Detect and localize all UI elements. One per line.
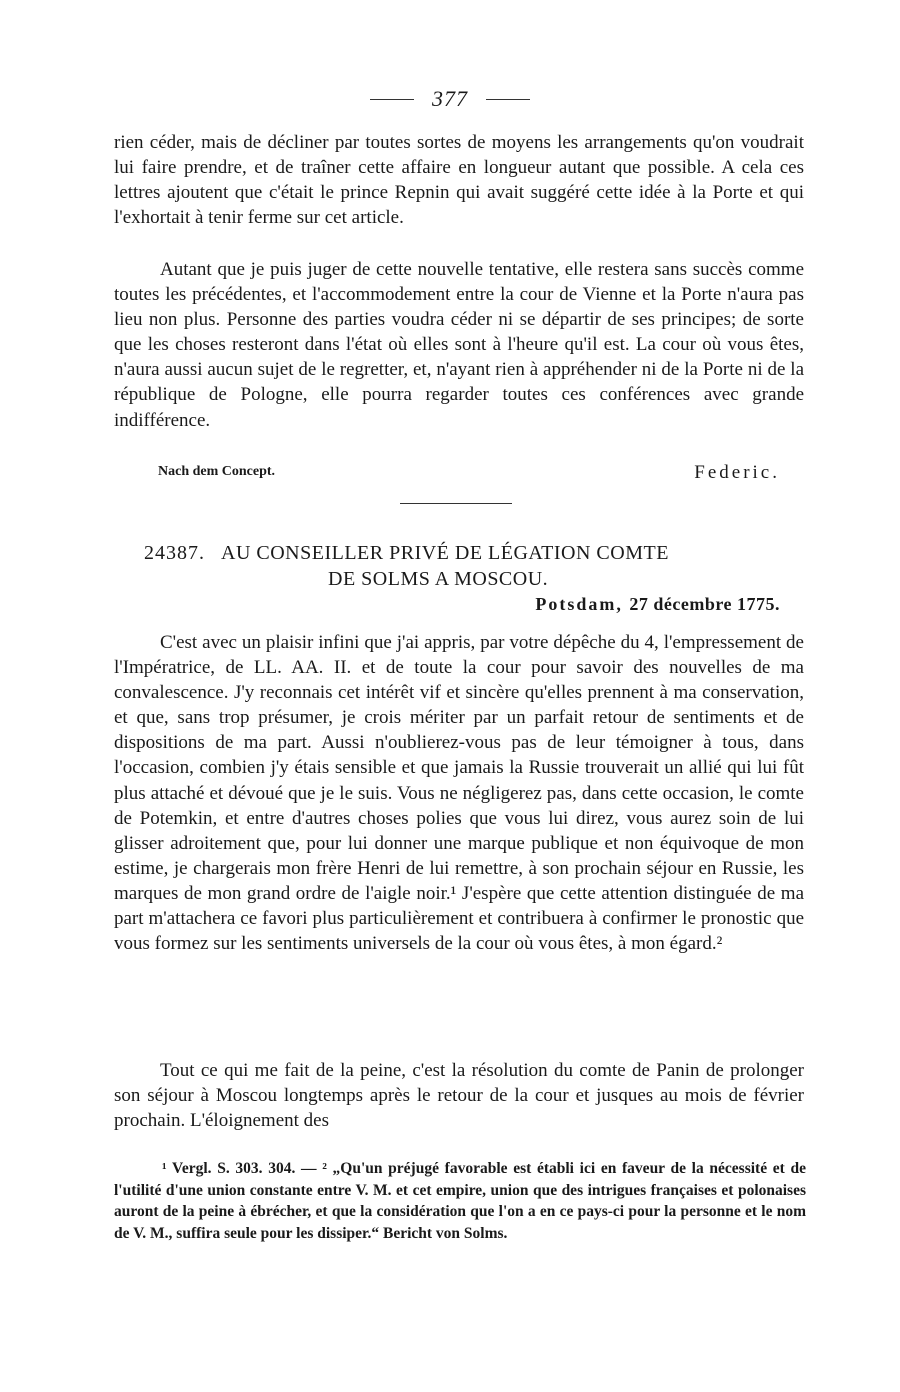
dateline-place: Potsdam, — [535, 594, 623, 614]
section-separator — [400, 503, 512, 504]
continued-paragraph: rien céder, mais de décliner par toutes sortes de moyens les arrangements qu'on voudrait lui faire prendre, et de traîner cette affaire en longueur autant que possible. A cela ces lettres ajoutent que c'était le prince Repnin qui avait suggéré cette idée à la Porte et qui l'exhortait à tenir ferme sur cet article. — [114, 132, 804, 229]
dateline — [535, 594, 780, 615]
letter-heading-line-1 — [144, 540, 669, 566]
letter-paragraph-1: C'est avec un plaisir infini que j'ai appris, par votre dépêche du 4, l'empressement de l'Impératrice, de LL. AA. II. et de toute la cour pour savoir des nouvelles de ma convalescence. J'y reconnais cet intérêt vif et sincère qu'elles prennent à ma conservation, et que, sans trop présumer, je crois mériter par un parfait retour de sentiments et de dispositions de ma part. Aussi n'oublierez-vous pas de leur témoigner à tous, dans l'occasion, combien j'y étais sensible et que jamais la Russie trouverait un allié qui lui fût plus attaché et dévoué que je le suis. Vous ne négligerez pas, dans cette occasion, le comte de Potemkin, et entre d'autres choses polies que vous lui direz, vous aurez soin de lui glisser adroitement que, pour lui donner une marque publique et non équivoque de mon estime, je chargerais mon frère Henri de lui remettre, à son prochain séjour en Russie, les marques de mon grand ordre de l'aigle noir.¹ J'espère que cette attention distinguée de ma part m'attachera ce favori plus particulièrement et contribuera à confirmer le pronostic que vous formez sur les sentiments universels de la cour où vous êtes, à mon égard.² — [114, 632, 804, 955]
dateline-date: 27 décembre 1775. — [629, 594, 780, 614]
signature: Federic. — [694, 462, 780, 483]
closing-paragraph: Autant que je puis juger de cette nouvelle tentative, elle restera sans succès comme toutes les précédentes, et l'accommodement entre la cour de Vienne et la Porte n'aura pas lieu non plus. Personne des parties voudra céder ni se départir de ses principes; de sorte que les choses resteront dans l'état où elles sont à l'heure qu'il est. La cour où vous êtes, n'aura aussi aucun sujet de le regretter, et, n'ayant rien à appréhender ni de la Porte ni de la république de Pologne, elle pourra regarder toutes ces conférences avec grande indifférence. — [114, 259, 804, 431]
source-note: Nach dem Concept. — [158, 464, 276, 479]
page-header — [0, 86, 900, 112]
page-number: 377 — [432, 86, 468, 111]
footnotes — [114, 1158, 806, 1244]
letter-number: 24387. — [144, 542, 205, 564]
letter-heading-line-2: DE SOLMS A MOSCOU. — [328, 568, 549, 590]
header-rule-left — [370, 99, 414, 100]
signature-row — [114, 462, 780, 486]
letter-paragraph-2: Tout ce qui me fait de la peine, c'est la résolution du comte de Panin de prolonger son séjour à Moscou longtemps après le retour de la cour et jusques au mois de février prochain. L'éloignement des — [114, 1060, 804, 1132]
footnote-lead-space — [114, 1160, 162, 1177]
header-rule-right — [486, 99, 530, 100]
footnote-text: ¹ Vergl. S. 303. 304. — ² „Qu'un préjugé favorable est établi ici en faveur de la nécessité et de l'utilité d'une union constante entre V. M. et cet empire, union que des intrigues françaises et polonaises auront de la peine à ébrécher, et que la considération que l'on a en ce pays-ci pour la personne et le nom de V. M., suffira seule pour les dissiper.“ Bericht von Solms. — [114, 1160, 806, 1242]
letter-heading-text-1: AU CONSEILLER PRIVÉ DE LÉGATION COMTE — [221, 542, 669, 564]
